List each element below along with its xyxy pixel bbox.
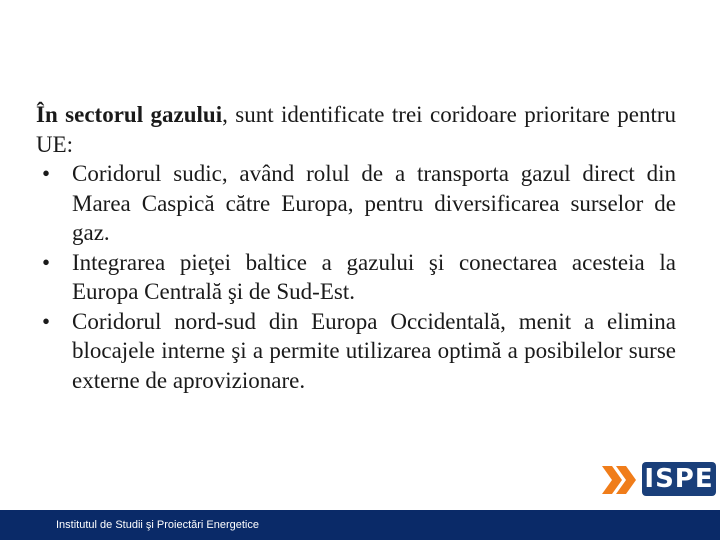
intro-bold: În sectorul gazului xyxy=(36,102,223,127)
footer-bar xyxy=(0,510,720,540)
intro-text: , sunt identificate trei coridoare prioritare pentru UE: xyxy=(36,102,676,157)
slide-body xyxy=(36,100,676,395)
bullet-text: Coridorul sudic, având rolul de a transporta gazul direct din Marea Caspică către Europa, pentru diversificarea surselor de gaz. xyxy=(72,161,676,245)
double-chevron-icon xyxy=(600,460,640,500)
intro-paragraph xyxy=(36,100,676,159)
list-item xyxy=(36,307,676,396)
logo-text: ISPE xyxy=(642,462,716,496)
bullet-marker: • xyxy=(41,249,51,275)
bullet-marker: • xyxy=(41,161,51,186)
footer-text: Institutul de Studii şi Proiectări Energetice xyxy=(56,519,259,531)
list-item xyxy=(36,159,676,248)
bullet-text: Coridorul nord-sud din Europa Occidentală, menit a elimina blocajele interne şi a permite utilizarea optimă a posibilelor surse externe de aprovizionare. xyxy=(72,308,676,393)
ispe-logo xyxy=(600,460,718,500)
bullet-text: Integrarea pieţei baltice a gazului şi conectarea acesteia la Europa Centrală şi de Sud-Est. xyxy=(72,249,676,304)
bullet-marker: • xyxy=(41,308,51,334)
bullet-list xyxy=(36,159,676,395)
list-item xyxy=(36,248,676,307)
